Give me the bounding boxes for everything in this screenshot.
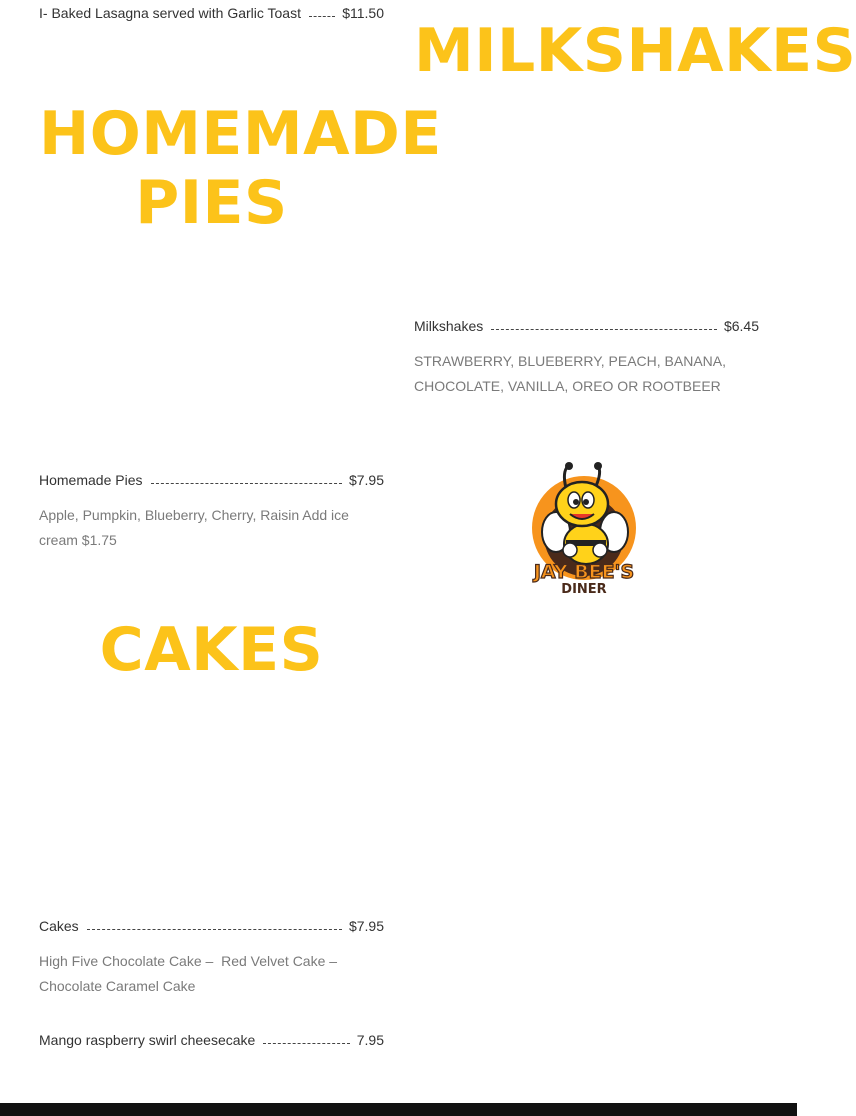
menu-item-milkshakes xyxy=(414,318,759,334)
diner-logo xyxy=(526,462,642,598)
section-heading-pies-line1: HOMEMADE xyxy=(39,99,442,169)
bee-mascot-icon xyxy=(526,462,642,598)
menu-item-name: I- Baked Lasagna served with Garlic Toast xyxy=(39,5,301,21)
section-heading-cakes: CAKES xyxy=(99,615,324,685)
section-heading-pies xyxy=(39,99,442,238)
menu-item-price: $11.50 xyxy=(342,5,384,21)
section-heading-pies-line2: PIES xyxy=(135,168,288,238)
price-leader xyxy=(151,482,342,484)
menu-item-description: Apple, Pumpkin, Blueberry, Cherry, Raisin Add ice cream $1.75 xyxy=(39,507,349,548)
price-leader xyxy=(491,328,717,330)
menu-item-price: 7.95 xyxy=(356,1032,384,1048)
section-heading-milkshakes: MILKSHAKES xyxy=(414,16,856,86)
price-leader xyxy=(263,1042,349,1044)
menu-item-description: High Five Chocolate Cake – Red Velvet Cake – Chocolate Caramel Cake xyxy=(39,953,338,994)
menu-item-price: $6.45 xyxy=(723,318,759,334)
menu-item-name: Homemade Pies xyxy=(39,472,143,488)
price-leader xyxy=(87,928,342,930)
menu-item-description: STRAWBERRY, BLUEBERRY, PEACH, BANANA, CHOCOLATE, VANILLA, OREO OR ROOTBEER xyxy=(414,353,726,394)
menu-item-price: $7.95 xyxy=(348,918,384,934)
menu-item-cheesecake xyxy=(39,1032,384,1048)
menu-item-name: Mango raspberry swirl cheesecake xyxy=(39,1032,256,1048)
menu-item-price: $7.95 xyxy=(348,472,384,488)
menu-item-name: Cakes xyxy=(39,918,79,934)
price-leader xyxy=(309,15,335,17)
menu-item-lasagna xyxy=(39,5,384,21)
menu-item-pies xyxy=(39,472,384,488)
menu-item-name: Milkshakes xyxy=(414,318,484,334)
logo-subtext: DINER xyxy=(561,582,607,597)
logo-text: JAY BEE'S xyxy=(533,561,635,583)
menu-item-cakes xyxy=(39,918,384,934)
footer-bar xyxy=(0,1103,797,1116)
